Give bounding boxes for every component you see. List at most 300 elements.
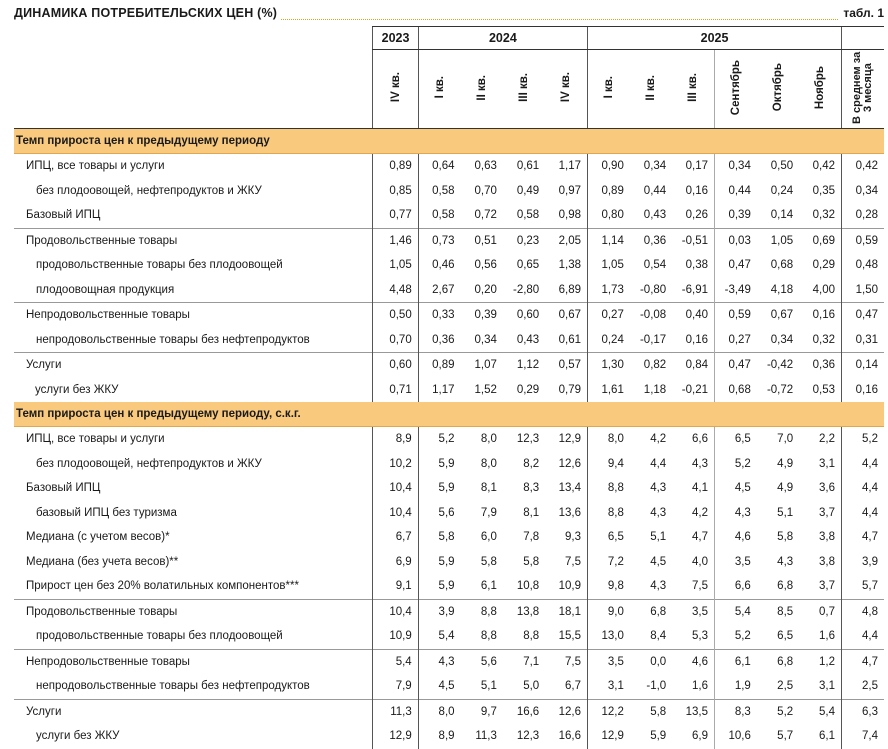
table-cell: 8,8 <box>461 599 503 624</box>
table-cell: 4,3 <box>715 501 757 526</box>
table-cell: 8,8 <box>523 630 540 643</box>
table-cell: 5,3 <box>692 630 709 643</box>
table-cell: 0,16 <box>842 378 884 403</box>
table-row <box>14 699 884 724</box>
table-cell: 3,8 <box>819 531 836 544</box>
table-cell: 10,8 <box>516 580 540 593</box>
row-label: без плодоовощей, нефтепродуктов и ЖКУ <box>36 184 262 197</box>
table-cell: 0,77 <box>373 203 418 228</box>
table-cell: 3,6 <box>819 482 836 495</box>
row-label: непродовольственные товары без нефтепродуктов <box>36 333 310 346</box>
table-cell: 7,9 <box>480 506 497 519</box>
table-cell: 5,1 <box>480 680 497 693</box>
table-cell: 3,1 <box>819 457 836 470</box>
header-years-row <box>14 27 884 50</box>
cpi-table <box>14 26 884 749</box>
table-cell: 0,34 <box>474 333 497 346</box>
table-cell: 4,6 <box>715 525 757 550</box>
table-cell: 5,2 <box>757 699 799 724</box>
table-cell: 0,35 <box>812 184 836 197</box>
table-cell: 0,64 <box>418 154 460 179</box>
table-cell: 0,39 <box>715 203 757 228</box>
period-header-11 <box>842 50 884 129</box>
table-cell: 0,44 <box>643 184 667 197</box>
period-label: Ноябрь <box>814 65 827 110</box>
row-label: Услуги <box>14 699 373 724</box>
table-cell: 1,07 <box>461 353 503 378</box>
period-label: III кв. <box>518 73 531 102</box>
row-label: Медиана (с учетом весов)* <box>26 531 170 544</box>
table-cell: 6,1 <box>480 580 497 593</box>
period-header-0 <box>373 50 418 129</box>
table-cell: 16,6 <box>558 730 582 743</box>
table-cell: 16,6 <box>503 699 545 724</box>
table-cell: 13,5 <box>672 699 714 724</box>
row-label: непродовольственные товары без нефтепродуктов <box>36 680 310 693</box>
table-cell: 8,0 <box>588 427 630 452</box>
period-header-4 <box>545 50 587 129</box>
table-cell: 4,3 <box>777 555 794 568</box>
table-cell: 0,60 <box>503 303 545 328</box>
period-header-10 <box>799 50 841 129</box>
period-header-5 <box>588 50 630 129</box>
table-cell: 1,38 <box>558 259 582 272</box>
table-cell: 0,42 <box>842 154 884 179</box>
table-cell: 4,5 <box>715 476 757 501</box>
row-label: Базовый ИПЦ <box>26 209 101 222</box>
table-cell: 4,3 <box>650 482 667 495</box>
table-cell: 0,29 <box>516 383 540 396</box>
row-label: Базовый ИПЦ <box>26 482 101 495</box>
table-row <box>14 574 884 599</box>
table-cell: 5,1 <box>650 531 667 544</box>
table-cell: 0,89 <box>373 154 418 179</box>
table-cell: 0,29 <box>812 259 836 272</box>
table-cell: 8,1 <box>480 482 497 495</box>
table-cell: 2,5 <box>842 674 884 699</box>
table-cell: 6,7 <box>373 525 418 550</box>
table-row <box>14 378 884 403</box>
table-cell: 0,14 <box>770 209 794 222</box>
table-cell: 13,0 <box>588 624 630 649</box>
table-cell: 5,4 <box>715 599 757 624</box>
table-row <box>14 353 884 378</box>
table-cell: 7,5 <box>692 580 709 593</box>
row-label: продовольственные товары без плодоовощей <box>36 630 283 643</box>
table-cell: 1,05 <box>588 253 630 278</box>
table-cell: 8,8 <box>588 476 630 501</box>
table-cell: 0,17 <box>685 160 709 173</box>
table-cell: 0,42 <box>812 160 836 173</box>
table-cell: 10,9 <box>558 580 582 593</box>
table-cell: 6,0 <box>480 531 497 544</box>
table-cell: 10,6 <box>715 724 757 749</box>
row-label: базовый ИПЦ без туризма <box>36 506 177 519</box>
period-header-1 <box>418 50 460 129</box>
table-cell: 0,82 <box>630 353 672 378</box>
table-cell: 0,63 <box>474 160 497 173</box>
table-cell: 0,0 <box>630 649 672 674</box>
header-periods-row <box>14 50 884 129</box>
table-cell: 5,8 <box>418 525 460 550</box>
table-title: ДИНАМИКА ПОТРЕБИТЕЛЬСКИХ ЦЕН (%) <box>14 6 281 20</box>
table-row <box>14 179 884 204</box>
table-row <box>14 599 884 624</box>
table-cell: 5,9 <box>418 476 460 501</box>
table-cell: -1,0 <box>646 680 667 693</box>
table-cell: 0,58 <box>516 209 540 222</box>
row-label: Услуги <box>14 353 373 378</box>
row-label: Непродовольственные товары <box>14 303 373 328</box>
table-cell: 8,8 <box>480 630 497 643</box>
table-row <box>14 203 884 228</box>
table-cell: 15,5 <box>558 630 582 643</box>
table-cell: 0,65 <box>516 259 540 272</box>
table-cell: -0,80 <box>639 283 667 296</box>
header-label-blank <box>14 50 373 129</box>
row-label: Продовольственные товары <box>14 599 373 624</box>
table-cell: 0,58 <box>418 203 460 228</box>
table-cell: 0,79 <box>558 383 582 396</box>
table-cell: 1,12 <box>503 353 545 378</box>
table-cell: 4,48 <box>373 278 418 303</box>
table-cell: 4,4 <box>842 476 884 501</box>
table-cell: 0,48 <box>842 253 884 278</box>
table-cell: 5,4 <box>418 624 460 649</box>
table-cell: 6,8 <box>757 649 799 674</box>
table-cell: 7,4 <box>842 724 884 749</box>
table-cell: 3,7 <box>819 506 836 519</box>
period-label: Октябрь <box>772 63 784 112</box>
table-cell: 0,40 <box>672 303 714 328</box>
table-cell: 0,34 <box>715 154 757 179</box>
period-header-3 <box>503 50 545 129</box>
table-cell: 0,27 <box>588 303 630 328</box>
table-cell: 0,33 <box>418 303 460 328</box>
table-cell: 7,1 <box>503 649 545 674</box>
table-cell: 1,6 <box>819 630 836 643</box>
table-cell: 0,20 <box>474 283 497 296</box>
table-cell: 4,2 <box>650 433 667 446</box>
table-cell: 0,71 <box>373 378 418 403</box>
table-cell: 0,50 <box>770 160 794 173</box>
table-number: табл. 1 <box>839 6 884 20</box>
table-cell: 10,4 <box>373 599 418 624</box>
table-cell: 0,34 <box>842 179 884 204</box>
table-cell: 12,3 <box>516 730 540 743</box>
table-cell: 0,49 <box>516 184 540 197</box>
table-cell: 0,36 <box>630 228 672 253</box>
table-cell: 0,16 <box>799 303 841 328</box>
table-cell: 5,2 <box>842 427 884 452</box>
table-cell: 0,47 <box>715 253 757 278</box>
table-row <box>14 476 884 501</box>
table-cell: 12,3 <box>516 433 540 446</box>
section-header <box>14 129 884 154</box>
table-cell: 4,4 <box>650 457 667 470</box>
row-label: Медиана (без учета весов)** <box>26 555 179 568</box>
table-cell: 0,36 <box>418 328 460 353</box>
table-cell: 8,0 <box>418 699 460 724</box>
table-cell: 0,89 <box>418 353 460 378</box>
table-cell: 13,8 <box>503 599 545 624</box>
table-cell: 4,4 <box>842 624 884 649</box>
table-cell: 3,5 <box>672 599 714 624</box>
table-cell: 1,52 <box>474 383 497 396</box>
period-label: IV кв. <box>389 72 402 103</box>
table-cell: 5,0 <box>523 680 540 693</box>
table-cell: 0,53 <box>812 383 836 396</box>
table-cell: 1,9 <box>715 674 757 699</box>
table-row <box>14 724 884 749</box>
table-cell: 0,28 <box>842 203 884 228</box>
table-cell: 0,61 <box>516 160 540 173</box>
table-cell: 7,0 <box>777 433 794 446</box>
table-cell: 5,2 <box>715 452 757 477</box>
year-avg-blank <box>842 27 884 50</box>
table-cell: 11,3 <box>373 699 418 724</box>
table-cell: 12,9 <box>373 724 418 749</box>
period-label: II кв. <box>645 74 658 101</box>
table-cell: 0,31 <box>842 328 884 353</box>
table-row <box>14 649 884 674</box>
table-cell: 11,3 <box>475 730 497 743</box>
table-row <box>14 427 884 452</box>
table-cell: 0,68 <box>770 259 794 272</box>
year-2023: 2023 <box>373 27 418 50</box>
table-cell: 1,14 <box>588 228 630 253</box>
table-cell: 6,5 <box>777 630 794 643</box>
table-cell: 13,6 <box>558 506 582 519</box>
table-cell: 5,6 <box>461 649 503 674</box>
table-cell: 5,2 <box>715 624 757 649</box>
table-cell: 6,89 <box>558 283 582 296</box>
table-cell: 9,1 <box>373 574 418 599</box>
table-cell: 0,34 <box>643 160 667 173</box>
table-cell: 5,8 <box>630 699 672 724</box>
section-header <box>14 402 884 427</box>
table-cell: 7,5 <box>545 649 587 674</box>
table-cell: 0,47 <box>715 353 757 378</box>
table-cell: 1,2 <box>799 649 841 674</box>
year-2024: 2024 <box>418 27 587 50</box>
table-cell: -0,51 <box>672 228 714 253</box>
table-cell: 1,05 <box>373 253 418 278</box>
table-cell: 0,85 <box>373 179 418 204</box>
table-cell: 4,4 <box>842 452 884 477</box>
table-cell: -0,17 <box>639 333 667 346</box>
period-label: Сентябрь <box>729 59 742 116</box>
table-cell: 0,57 <box>545 353 587 378</box>
table-row <box>14 228 884 253</box>
table-cell: 2,05 <box>545 228 587 253</box>
table-cell: 4,3 <box>650 506 667 519</box>
table-cell: 4,6 <box>672 649 714 674</box>
table-cell: 8,3 <box>523 482 540 495</box>
table-cell: 4,3 <box>418 649 460 674</box>
table-cell: -0,21 <box>681 383 709 396</box>
period-label: IV кв. <box>560 72 573 103</box>
table-cell: 0,26 <box>685 209 709 222</box>
table-cell: -2,80 <box>512 283 540 296</box>
table-cell: -3,49 <box>715 278 757 303</box>
table-cell: 7,5 <box>565 555 582 568</box>
table-cell: 0,27 <box>715 328 757 353</box>
table-cell: 1,05 <box>757 228 799 253</box>
table-row <box>14 501 884 526</box>
row-label: продовольственные товары без плодоовощей <box>36 259 283 272</box>
table-cell: 0,24 <box>770 184 794 197</box>
table-cell: 2,67 <box>418 278 460 303</box>
table-cell: -0,42 <box>757 353 799 378</box>
table-cell: 4,3 <box>650 580 667 593</box>
table-cell: 0,16 <box>685 184 709 197</box>
table-row <box>14 452 884 477</box>
table-row <box>14 550 884 575</box>
table-cell: 5,9 <box>418 574 460 599</box>
table-cell: 13,4 <box>558 482 582 495</box>
table-row <box>14 525 884 550</box>
table-cell: 5,1 <box>777 506 794 519</box>
table-cell: 0,60 <box>373 353 418 378</box>
table-cell: 6,1 <box>715 649 757 674</box>
table-cell: 4,8 <box>842 599 884 624</box>
table-cell: 0,50 <box>373 303 418 328</box>
period-header-7 <box>672 50 714 129</box>
table-cell: 3,1 <box>588 674 630 699</box>
table-row <box>14 624 884 649</box>
table-cell: 4,18 <box>770 283 794 296</box>
table-cell: 0,14 <box>842 353 884 378</box>
table-cell: -0,08 <box>630 303 672 328</box>
table-cell: 6,3 <box>842 699 884 724</box>
period-label: III кв. <box>687 73 700 102</box>
table-cell: 0,97 <box>558 184 582 197</box>
table-cell: 12,9 <box>558 433 582 446</box>
table-cell: 0,39 <box>461 303 503 328</box>
table-cell: 3,5 <box>715 550 757 575</box>
table-cell: 0,89 <box>588 179 630 204</box>
table-cell: 5,4 <box>373 649 418 674</box>
table-cell: 6,9 <box>373 550 418 575</box>
table-cell: 1,17 <box>418 378 460 403</box>
table-cell: 1,6 <box>692 680 709 693</box>
table-row <box>14 303 884 328</box>
table-cell: 6,5 <box>715 427 757 452</box>
table-cell: 4,0 <box>692 555 709 568</box>
table-cell: 10,9 <box>373 624 418 649</box>
table-cell: 6,5 <box>588 525 630 550</box>
table-cell: 3,1 <box>819 680 836 693</box>
table-cell: 8,3 <box>715 699 757 724</box>
table-cell: 9,8 <box>588 574 630 599</box>
table-cell: 2,5 <box>777 680 794 693</box>
period-header-8 <box>715 50 757 129</box>
period-label: II кв. <box>475 74 488 101</box>
table-cell: 12,6 <box>545 699 587 724</box>
table-cell: 10,4 <box>373 501 418 526</box>
table-cell: 4,7 <box>842 525 884 550</box>
table-cell: 5,9 <box>650 730 667 743</box>
row-label: Непродовольственные товары <box>14 649 373 674</box>
table-cell: -0,72 <box>766 383 794 396</box>
table-cell: 0,73 <box>418 228 460 253</box>
table-cell: 5,6 <box>418 501 460 526</box>
table-cell: 0,61 <box>558 333 582 346</box>
table-row <box>14 328 884 353</box>
table-cell: 5,7 <box>842 574 884 599</box>
row-label: услуги без ЖКУ <box>35 383 119 396</box>
table-cell: 9,4 <box>588 452 630 477</box>
table-cell: 4,00 <box>812 283 836 296</box>
row-label: Продовольственные товары <box>14 228 373 253</box>
section-title: Темп прироста цен к предыдущему периоду <box>14 129 884 154</box>
table-cell: 3,8 <box>819 555 836 568</box>
table-cell: 8,2 <box>523 457 540 470</box>
table-cell: 9,0 <box>588 599 630 624</box>
table-cell: 1,18 <box>643 383 667 396</box>
table-cell: 5,7 <box>777 730 794 743</box>
table-cell: 0,03 <box>715 228 757 253</box>
table-cell: 1,17 <box>558 160 582 173</box>
table-cell: 0,68 <box>715 378 757 403</box>
table-cell: 8,5 <box>757 599 799 624</box>
table-cell: 1,30 <box>588 353 630 378</box>
table-cell: 6,6 <box>692 433 709 446</box>
table-cell: 10,4 <box>373 476 418 501</box>
table-cell: 0,98 <box>558 209 582 222</box>
table-row <box>14 674 884 699</box>
year-2025: 2025 <box>588 27 842 50</box>
header-blank <box>14 27 373 50</box>
table-cell: 9,3 <box>565 531 582 544</box>
table-row <box>14 154 884 179</box>
table-cell: 12,6 <box>558 457 582 470</box>
row-label: ИПЦ, все товары и услуги <box>26 433 165 446</box>
table-cell: 7,9 <box>373 674 418 699</box>
period-header-2 <box>461 50 503 129</box>
period-header-9 <box>757 50 799 129</box>
table-cell: 5,8 <box>523 555 540 568</box>
table-cell: 0,59 <box>715 303 757 328</box>
table-cell: 3,9 <box>418 599 460 624</box>
row-label: плодоовощная продукция <box>36 283 175 296</box>
table-cell: 4,9 <box>777 482 794 495</box>
table-cell: 8,9 <box>373 427 418 452</box>
table-cell: 5,8 <box>777 531 794 544</box>
section-title: Темп прироста цен к предыдущему периоду, с.к.г. <box>14 402 884 427</box>
table-cell: 0,56 <box>474 259 497 272</box>
table-cell: 0,54 <box>643 259 667 272</box>
table-cell: 0,90 <box>588 154 630 179</box>
table-cell: 0,43 <box>643 209 667 222</box>
table-cell: 0,58 <box>418 179 460 204</box>
table-cell: 0,32 <box>812 333 836 346</box>
table-cell: 4,2 <box>692 506 709 519</box>
table-cell: 5,8 <box>480 555 497 568</box>
period-header-6 <box>630 50 672 129</box>
table-cell: 1,61 <box>588 378 630 403</box>
table-cell: 5,9 <box>418 550 460 575</box>
table-cell: 1,73 <box>588 278 630 303</box>
table-cell: 0,16 <box>685 333 709 346</box>
row-label: Прирост цен без 20% волатильных компонентов*** <box>26 580 299 593</box>
table-cell: 5,9 <box>418 452 460 477</box>
table-cell: 0,32 <box>812 209 836 222</box>
table-cell: 0,24 <box>588 328 630 353</box>
period-label: В среднем за 3 месяца <box>851 51 875 124</box>
table-cell: 8,0 <box>480 457 497 470</box>
